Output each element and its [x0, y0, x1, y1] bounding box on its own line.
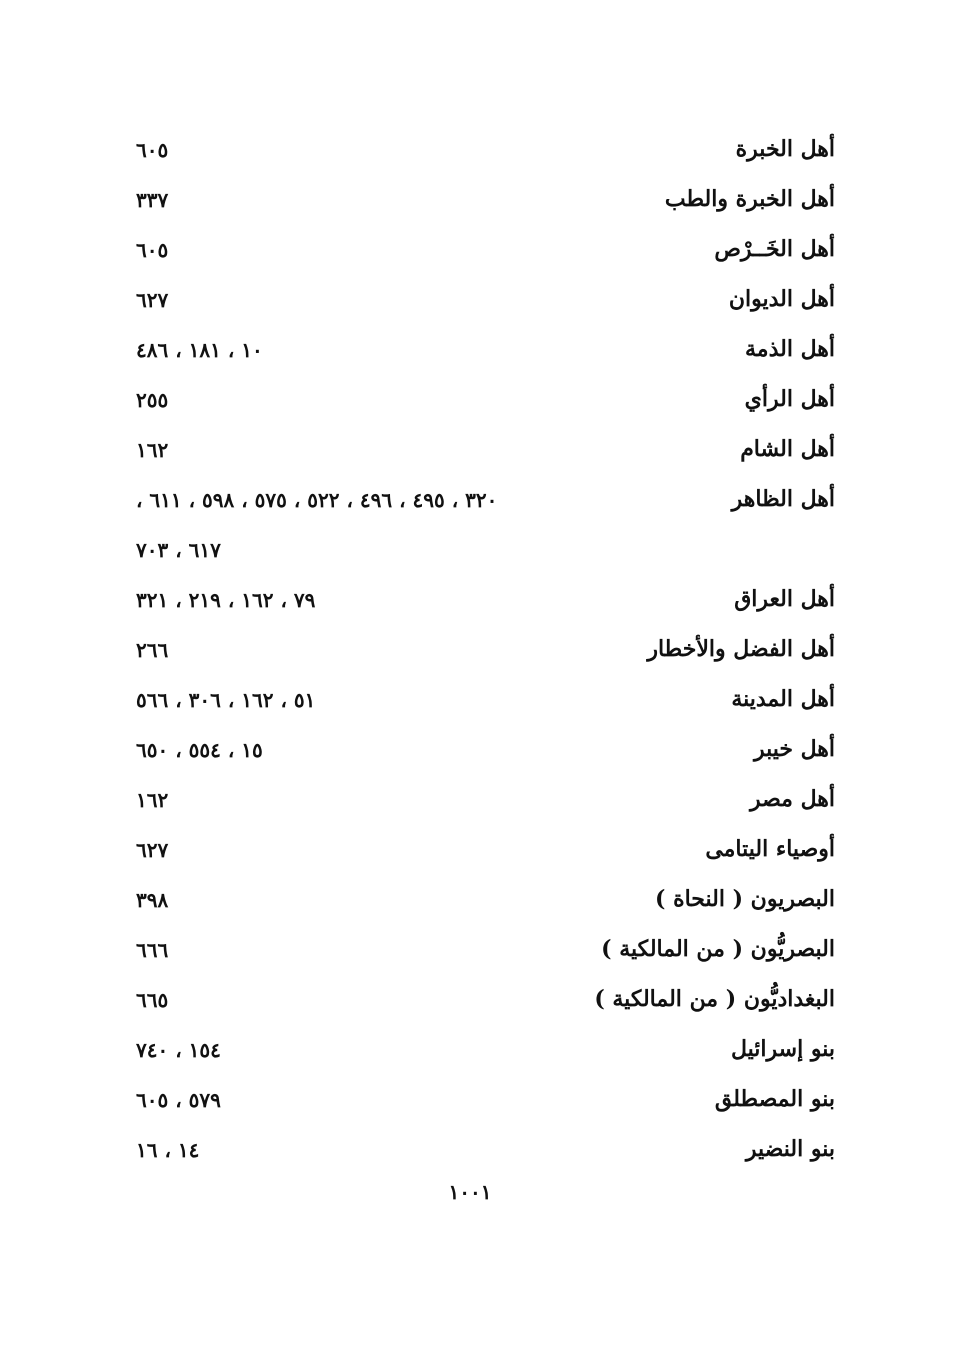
index-page-refs: ٦٠٥: [136, 138, 169, 162]
index-page-refs: ١٥ ، ٥٥٤ ، ٦٥٠: [136, 738, 263, 762]
index-entry: [130, 630, 835, 680]
index-term: بنو إسرائيل: [730, 1036, 835, 1062]
index-entry: [130, 380, 835, 430]
index-page-refs: ١٤ ، ١٦: [136, 1138, 200, 1162]
index-page-refs: ١٦٢: [136, 438, 169, 462]
index-page-refs: ٣٩٨: [136, 888, 169, 912]
index-page-refs: ٥١ ، ١٦٢ ، ٣٠٦ ، ٥٦٦: [136, 688, 316, 712]
index-term: أهل الرأي: [744, 386, 835, 412]
page-number: ١٠٠١: [448, 1180, 492, 1204]
index-page-refs: ١٠ ، ١٨١ ، ٤٨٦: [136, 338, 263, 362]
index-page-refs: ٦٦٦: [136, 938, 169, 962]
index-entry: [130, 1130, 835, 1180]
index-term: أهل مصر: [749, 786, 835, 812]
index-term: البصريون ( النحاة ): [655, 886, 835, 912]
index-page-refs: ٣٣٧: [136, 188, 169, 212]
index-entry: [130, 980, 835, 1030]
index-term: البصريُّون ( من المالكية ): [601, 936, 835, 962]
index-entry: [130, 680, 835, 730]
index-page-refs: ٦٠٥: [136, 238, 169, 262]
index-term: أهل الخَــرْص: [714, 236, 835, 262]
index-term: أهل الخبرة: [735, 136, 835, 162]
index-entry: [130, 580, 835, 630]
index-entry: [130, 830, 835, 880]
index-entry: [130, 280, 835, 330]
index-entry: [130, 430, 835, 480]
index-page-refs: ١٥٤ ، ٧٤٠: [136, 1038, 221, 1062]
index-entry: [130, 180, 835, 230]
index-page-refs: ٢٦٦: [136, 638, 169, 662]
index-page-refs: ١٦٢: [136, 788, 169, 812]
index-page-refs: ٦٢٧: [136, 838, 169, 862]
index-entry: [130, 930, 835, 980]
index-entry-continuation: [130, 530, 835, 580]
index-page-refs: ٢٥٥: [136, 388, 169, 412]
index-entry: [130, 330, 835, 380]
index-term: أهل خيبر: [753, 736, 835, 762]
index-term: أهل الخبرة والطب: [664, 186, 835, 212]
index-term: أهل العراق: [734, 586, 835, 612]
index-entry: [130, 130, 835, 180]
index-term: أهل المدينة: [731, 686, 835, 712]
index-page-refs: ٧٩ ، ١٦٢ ، ٢١٩ ، ٣٢١: [136, 588, 316, 612]
index-entry: [130, 730, 835, 780]
index-term: بنو النضير: [745, 1136, 835, 1162]
index-term: أهل الشام: [740, 436, 835, 462]
index-entry: [130, 780, 835, 830]
index-entry: [130, 230, 835, 280]
index-term: أهل الظاهر: [731, 486, 835, 512]
index-entry: [130, 480, 835, 530]
index-page-refs: ٦٢٧: [136, 288, 169, 312]
index-term: أهل الفضل والأخطار: [647, 636, 835, 662]
index-term: البغداديُّون ( من المالكية ): [594, 986, 835, 1012]
index-page-refs: ٥٧٩ ، ٦٠٥: [136, 1088, 221, 1112]
index-list: [130, 130, 835, 1180]
index-entry: [130, 1080, 835, 1130]
index-page-refs: ٣٢٠ ، ٤٩٥ ، ٤٩٦ ، ٥٢٢ ، ٥٧٥ ، ٥٩٨ ، ٦١١ ،: [136, 488, 498, 512]
index-entry: [130, 880, 835, 930]
index-page-refs: ٦١٧ ، ٧٠٣: [136, 538, 221, 562]
index-term: أوصياء اليتامى: [705, 836, 835, 862]
index-page-refs: ٦٦٥: [136, 988, 169, 1012]
index-entry: [130, 1030, 835, 1080]
index-term: أهل الذمة: [745, 336, 835, 362]
index-term: أهل الديوان: [728, 286, 835, 312]
index-term: بنو المصطلق: [714, 1086, 835, 1112]
